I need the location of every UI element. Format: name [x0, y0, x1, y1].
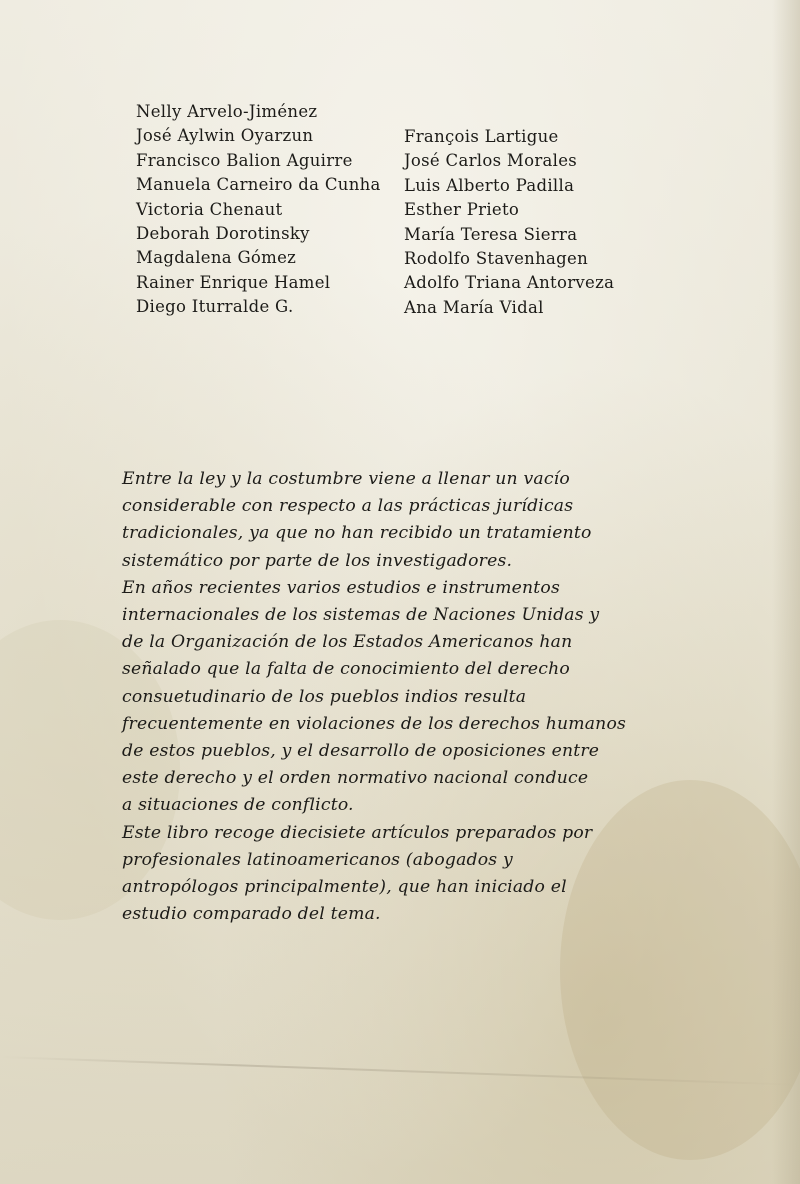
author-name: José Carlos Morales: [404, 151, 578, 171]
description-line: sistemático por parte de los investigadores.: [122, 550, 513, 571]
description-line: señalado que la falta de conocimiento del derecho: [122, 659, 570, 680]
description-line: Entre la ley y la costumbre viene a llenar un vacío: [122, 469, 570, 489]
description-line: frecuentemente en violaciones de los derechos humanos: [122, 713, 627, 734]
author-name: Deborah Dorotinsky: [136, 224, 310, 244]
author-name: Ana María Vidal: [404, 297, 544, 317]
description-line: a situaciones de conflicto.: [122, 795, 354, 816]
author-name: Adolfo Triana Antorveza: [404, 273, 615, 293]
author-name: Rodolfo Stavenhagen: [404, 249, 589, 269]
cover-edge: [772, 0, 800, 1184]
author-name: Francisco Balion Aguirre: [136, 150, 353, 170]
author-name: Nelly Arvelo-Jiménez: [136, 102, 318, 121]
author-name: Diego Iturralde G.: [136, 297, 294, 317]
author-column-left: [136, 100, 381, 320]
description-line: internacionales de los sistemas de Naciones Unidas y: [122, 605, 600, 626]
author-name: Rainer Enrique Hamel: [136, 272, 331, 292]
description-line: En años recientes varios estudios e instrumentos: [122, 577, 560, 598]
description-line: profesionales latinoamericanos (abogados y: [122, 849, 513, 870]
author-name: Victoria Chenaut: [136, 199, 283, 219]
author-name: José Aylwin Oyarzun: [136, 126, 314, 146]
author-name: Magdalena Gómez: [136, 248, 297, 268]
description-line: estudio comparado del tema.: [122, 904, 381, 925]
description-line: de estos pueblos, y el desarrollo de oposiciones entre: [122, 741, 600, 762]
book-description: [122, 466, 642, 928]
description-line: antropólogos principalmente), que han iniciado el: [122, 877, 567, 898]
author-name: Luis Alberto Padilla: [404, 175, 575, 195]
description-line: tradicionales, ya que no han recibido un tratamiento: [122, 523, 592, 544]
description-line: considerable con respecto a las prácticas jurídicas: [122, 496, 574, 517]
description-line: de la Organización de los Estados Americanos han: [122, 632, 573, 653]
author-name: Esther Prieto: [404, 200, 520, 220]
description-line: consuetudinario de los pueblos indios resulta: [122, 686, 527, 707]
author-name: María Teresa Sierra: [404, 224, 578, 244]
description-line: Este libro recoge diecisiete artículos preparados por: [122, 822, 593, 843]
description-line: este derecho y el orden normativo nacional conduce: [122, 768, 589, 789]
author-name: François Lartigue: [404, 127, 559, 146]
author-column-right: [404, 125, 614, 320]
author-name: Manuela Carneiro da Cunha: [136, 175, 381, 195]
